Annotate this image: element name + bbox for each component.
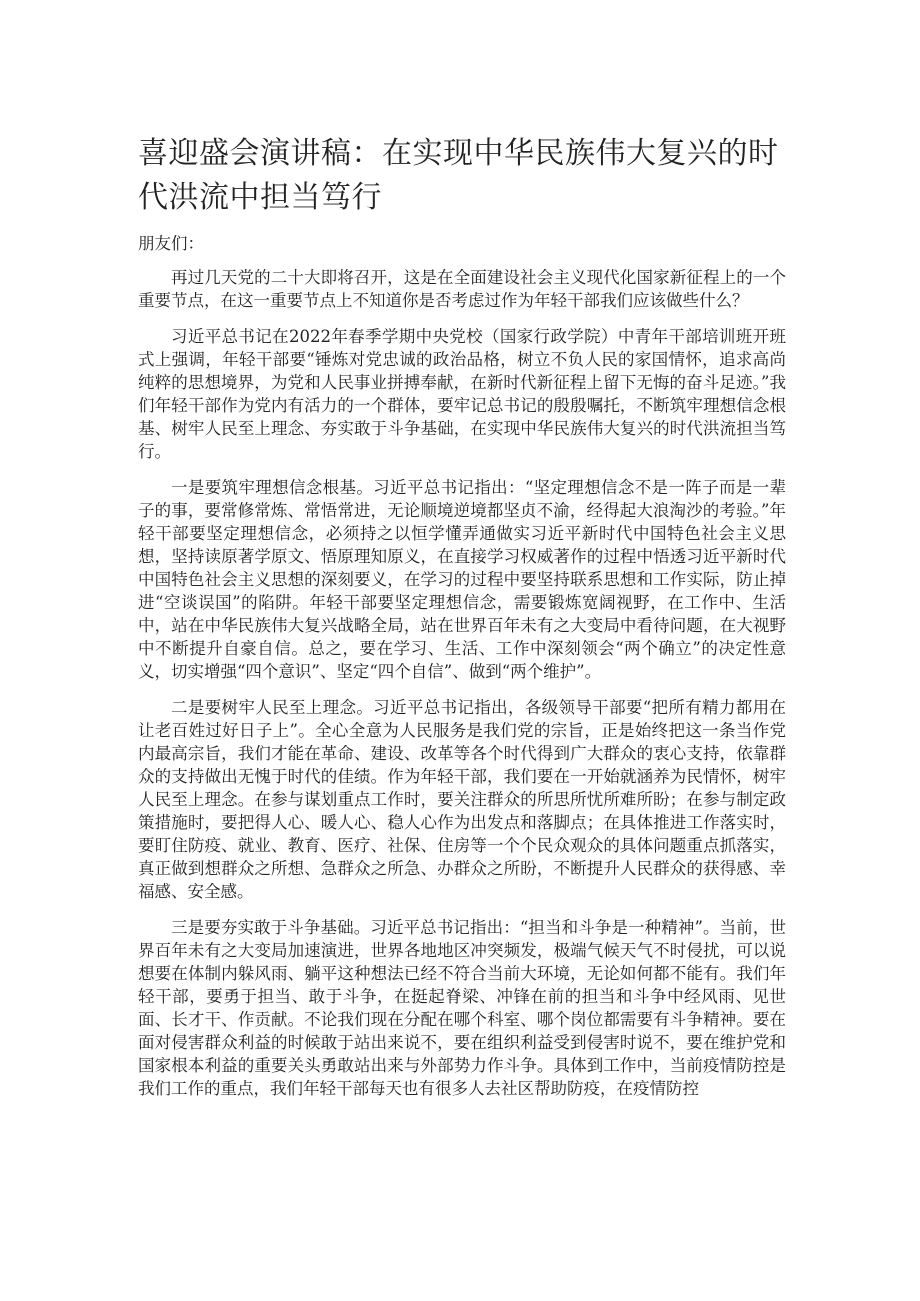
paragraph-point-one: 一是要筑牢理想信念根基。习近平总书记指出：“坚定理想信念不是一阵子而是一辈子的事，要常修常炼、常悟常进，无论顺境逆境都坚贞不渝，经得起大浪淘沙的考验。”年轻干部要坚定理想信念，必须持之以恒学懂弄通做实习近平新时代中国特色社会主义思想，坚持读原著学原文、悟原理知原义，在直接学习权威著作的过程中悟透习近平新时代中国特色社会主义思想的深刻要义，在学习的过程中要坚持联系思想和工作实际，防止掉进“空谈误国”的陷阱。年轻干部要坚定理想信念，需要锻炼宽阔视野，在工作中、生活中，站在中华民族伟大复兴战略全局，站在世界百年未有之大变局中看待问题，在大视野中不断提升自豪自信。总之，要在学习、生活、工作中深刻领会“两个确立”的决定性意义，切实增强“四个意识”、坚定“四个自信”、做到“两个维护”。 — [138, 478, 786, 681]
paragraph-intro: 再过几天党的二十大即将召开，这是在全面建设社会主义现代化国家新征程上的一个重要节点，在这一重要节点上不知道你是否考虑过作为年轻干部我们应该做些什么？ — [138, 268, 786, 310]
salutation: 朋友们： — [138, 234, 204, 253]
paragraph-xi-quote: 习近平总书记在2022年春季学期中央党校（国家行政学院）中青年干部培训班开班式上强调，年轻干部要“锤炼对党忠诚的政治品格，树立不负人民的家国情怀，追求高尚纯粹的思想境界，为党和人民事业拼搏奉献，在新时代新征程上留下无悔的奋斗足迹。”我们年轻干部作为党内有活力的一个群体，要牢记总书记的殷殷嘱托，不断筑牢理想信念根基、树牢人民至上理念、夯实敢于斗争基础，在实现中华民族伟大复兴的时代洪流担当笃行。 — [138, 327, 786, 461]
document-title: 喜迎盛会演讲稿：在实现中华民族伟大复兴的时代洪流中担当笃行 — [138, 136, 779, 215]
paragraph-point-three: 三是要夯实敢于斗争基础。习近平总书记指出：“担当和斗争是一种精神”。当前，世界百年未有之大变局加速演进，世界各地地区冲突频发，极端气候天气不时侵扰，可以说想要在体制内躲风雨、躺平这种想法已经不符合当前大环境，无论如何都不能有。我们年轻干部，要勇于担当、敢于斗争，在挺起脊梁、冲锋在前的担当和斗争中经风雨、见世面、长才干、作贡献。不论我们现在分配在哪个科室、哪个岗位都需要有斗争精神。要在面对侵害群众利益的时候敢于站出来说不，要在组织利益受到侵害时说不，要在维护党和国家根本利益的重要关头勇敢站出来与外部势力作斗争。具体到工作中，当前疫情防控是我们工作的重点，我们年轻干部每天也有很多人去社区帮助防疫，在疫情防控 — [138, 918, 786, 1098]
document-body — [138, 232, 786, 1113]
paragraph-point-two: 二是要树牢人民至上理念。习近平总书记指出，各级领导干部要“把所有精力都用在让老百姓过好日子上”。全心全意为人民服务是我们党的宗旨，正是始终把这一条当作党内最高宗旨，我们才能在革命、建设、改革等各个时代得到广大群众的衷心支持，依靠群众的支持做出无愧于时代的佳绩。作为年轻干部，我们要在一开始就涵养为民情怀，树牢人民至上理念。在参与谋划重点工作时，要关注群众的所思所忧所难所盼；在参与制定政策措施时，要把得人心、暖人心、稳人心作为出发点和落脚点；在具体推进工作落实时，要盯住防疫、就业、教育、医疗、社保、住房等一个个民众观众的具体问题重点抓落实，真正做到想群众之所想、急群众之所急、办群众之所盼，不断提升人民群众的获得感、幸福感、安全感。 — [138, 698, 786, 901]
